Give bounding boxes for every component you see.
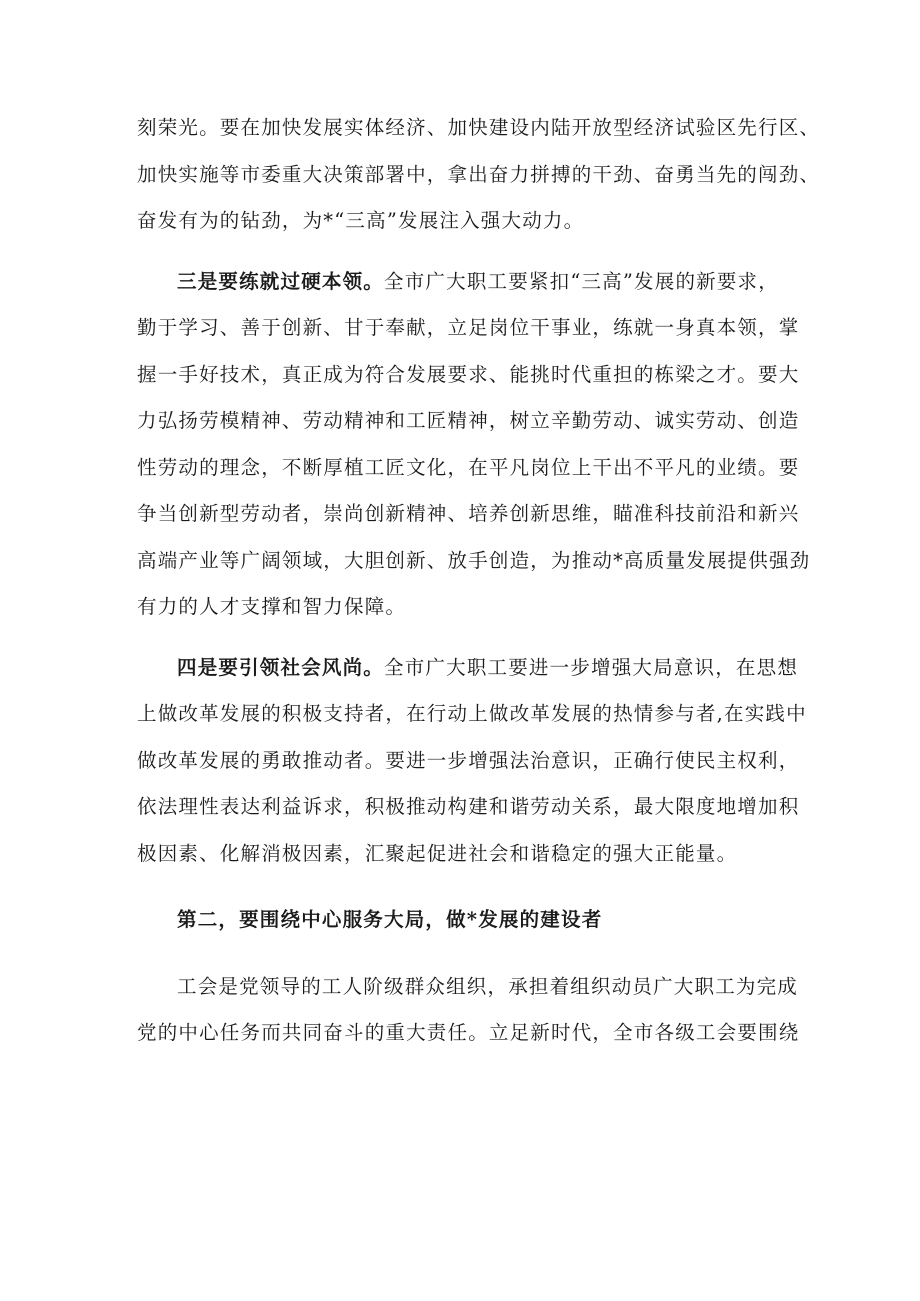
text-line: 勤于学习、善于创新、甘于奉献，立足岗位干事业，练就一身真本领，掌 <box>137 316 800 339</box>
text-line: 做改革发展的勇敢推动者。要进一步增强法治意识，正确行使民主权利， <box>137 748 800 772</box>
paragraph-3 <box>137 645 807 878</box>
text-line: 上做改革发展的积极支持者，在行动上做改革发展的热情参与者,在实践中 <box>137 702 807 725</box>
paragraph-1 <box>137 105 821 245</box>
text-line <box>137 645 797 692</box>
paragraph-lead: 三是要练就过硬本领。 <box>177 269 385 293</box>
text-line <box>137 259 797 306</box>
text-line: 力弘扬劳模精神、劳动精神和工匠精神，树立辛勤劳动、诚实劳动、创造 <box>137 409 800 432</box>
text-line: 握一手好技术，真正成为符合发展要求、能挑时代重担的栋梁之才。要大 <box>137 362 800 386</box>
paragraph-4 <box>137 964 800 1057</box>
text-line: 刻荣光。要在加快发展实体经济、加快建设内陆开放型经济试验区先行区、 <box>137 116 821 139</box>
paragraph-text: 全市广大职工要紧扣“三高”发展的新要求， <box>384 269 779 293</box>
text-line: 加快实施等市委重大决策部署中，拿出奋力拼搏的干劲、奋勇当先的闯劲、 <box>137 162 821 186</box>
paragraph-2 <box>137 259 811 631</box>
text-line: 有力的人才支撑和智力保障。 <box>137 595 407 618</box>
text-line: 党的中心任务而共同奋斗的重大责任。立足新时代，全市各级工会要围绕 <box>137 1021 800 1044</box>
text-line: 高端产业等广阔领域，大胆创新、放手创造，为推动*高质量发展提供强劲 <box>137 548 811 572</box>
document-page <box>137 105 821 1057</box>
text-line: 极因素、化解消极因素，汇聚起促进社会和谐稳定的强大正能量。 <box>137 841 738 865</box>
text-line: 性劳动的理念，不断厚植工匠文化，在平凡岗位上干出不平凡的业绩。要 <box>137 455 800 479</box>
paragraph-text: 全市广大职工要进一步增强大局意识，在思想 <box>384 655 799 679</box>
paragraph-lead: 四是要引领社会风尚。 <box>177 655 385 679</box>
text-line: 争当创新型劳动者，崇尚创新精神、培养创新思维，瞄准科技前沿和新兴 <box>137 502 800 525</box>
text-line: 奋发有为的钻劲，为*“三高”发展注入强大动力。 <box>137 209 585 232</box>
text-line: 依法理性表达利益诉求，积极推动构建和谐劳动关系，最大限度地增加积 <box>137 795 800 818</box>
text-line: 工会是党领导的工人阶级群众组织，承担着组织动员广大职工为完成 <box>177 974 799 998</box>
section-heading: 第二，要围绕中心服务大局，做*发展的建设者 <box>177 908 603 931</box>
